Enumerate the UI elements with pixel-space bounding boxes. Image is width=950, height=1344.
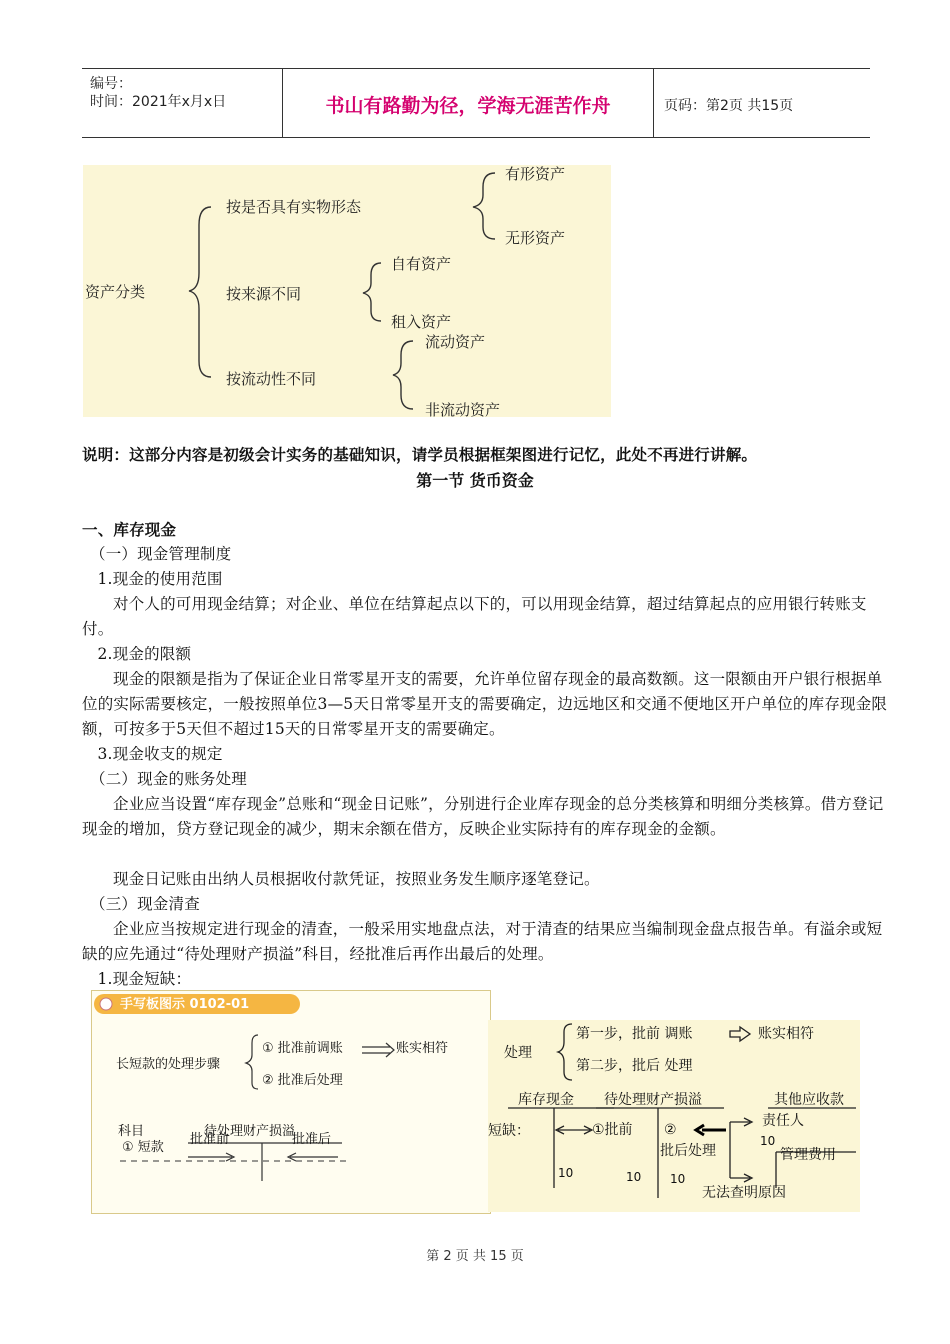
value-pending-right: 10 <box>670 1172 686 1186</box>
value-responsible: 10 <box>760 1134 776 1148</box>
process-step1-result: 账实相符 <box>758 1026 814 1042</box>
board-account-title: 待处理财产损溢 <box>204 1124 296 1139</box>
para-cash-journal: 现金日记账由出纳人员根据收付款凭证，按照业务发生顺序逐笔登记。 <box>113 870 600 888</box>
process-label: 处理 <box>504 1045 532 1061</box>
tree-leaf-2-1: 自有资产 <box>391 255 452 273</box>
heading-cash-management: （一）现金管理制度 <box>90 545 232 563</box>
board-step1: ① 批准前调账 <box>262 1041 343 1056</box>
value-cash: 10 <box>558 1166 574 1180</box>
header-motto-cell <box>283 69 654 137</box>
tree-branch-1: 按是否具有实物形态 <box>226 198 362 216</box>
board-account-label: 科目 <box>118 1124 145 1139</box>
process-after: 批后处理 <box>660 1143 716 1159</box>
tree-branch-2: 按来源不同 <box>226 285 302 303</box>
mgmt-label: 管理费用 <box>780 1147 836 1163</box>
motto: 书山有路勤为径，学海无涯苦作舟 <box>325 95 611 117</box>
board-step1-result: 账实相符 <box>396 1041 449 1056</box>
board-step2: ② 批准后处理 <box>262 1073 343 1088</box>
process-before: ①批前 <box>592 1122 633 1138</box>
para-cash-limit: 现金的限额是指为了保证企业日常零星开支的需要，允许单位留存现金的最高数额。这一限额由开户银行根据单位的实际需要核定，一般按照单位3—5天日常零星开支的需要确定，边远地区和交通不便地区开户单位的库存现金限额，可按多于5天但不超过15天的日常零星开支的需要确定。 <box>82 670 888 738</box>
heading-cash: 一、库存现金 <box>82 520 177 539</box>
tree-leaf-1-2: 无形资产 <box>505 229 566 247</box>
note-text: 说明：这部分内容是初级会计实务的基础知识，请学员根据框架图进行记忆，此处不再进行讲解。 <box>82 445 758 464</box>
board-after: 批准后 <box>292 1132 332 1147</box>
process-step1: 第一步，批前 调账 <box>576 1026 693 1042</box>
section-title: 第一节 货币资金 <box>416 471 534 490</box>
asset-classification-diagram <box>83 165 611 417</box>
time-label: 时间：2021年x月x日 <box>90 94 227 110</box>
heading-cash-scope: 1.现金的使用范围 <box>97 570 223 588</box>
board-steps-label: 长短款的处理步骤 <box>116 1057 221 1072</box>
heading-cash-accounting: （二）现金的账务处理 <box>90 770 248 788</box>
tree-root: 资产分类 <box>85 283 146 301</box>
board-lines <box>92 991 490 1213</box>
para-cash-scope: 对个人的可用现金结算；对企业、单位在结算起点以下的，可以用现金结算，超过结算起点的应用银行转账支付。 <box>82 595 867 638</box>
tree-leaf-3-1: 流动资产 <box>425 333 486 351</box>
heading-cash-limit: 2.现金的限额 <box>97 645 192 663</box>
col-pending: 待处理财产损溢 <box>604 1092 702 1108</box>
heading-cash-shortage: 1.现金短缺： <box>97 970 192 988</box>
board-row-label: ① 短款 <box>122 1140 164 1155</box>
tree-leaf-2-2: 租入资产 <box>391 313 452 331</box>
responsible-label: 责任人 <box>762 1113 804 1129</box>
header-page-cell <box>654 69 870 137</box>
page-label: 页码：第2页 共15页 <box>664 98 794 114</box>
heading-cash-rules: 3.现金收支的规定 <box>97 745 223 763</box>
page-header <box>82 68 870 138</box>
handwriting-board-diagram <box>91 990 491 1214</box>
header-meta-cell <box>82 69 283 137</box>
tree-branch-3: 按流动性不同 <box>226 370 317 388</box>
number-label: 编号： <box>90 76 132 92</box>
para-cash-accounting: 企业应当设置“库存现金”总账和“现金日记账”，分别进行企业库存现金的总分类核算和明细分类核算。借方登记现金的增加，贷方登记现金的减少，期末余额在借方，反映企业实际持有的库存现金的金额。 <box>82 795 884 838</box>
process-step2: 第二步，批后 处理 <box>576 1058 693 1074</box>
tree-leaf-3-2: 非流动资产 <box>425 401 501 419</box>
process-after-num: ② <box>664 1122 677 1138</box>
heading-cash-count: （三）现金清查 <box>90 895 200 913</box>
unknown-label: 无法查明原因 <box>702 1185 786 1201</box>
shortage-label: 短缺： <box>488 1123 530 1139</box>
board-banner: 手写板图示 0102-01 <box>120 997 250 1012</box>
col-cash: 库存现金 <box>518 1092 574 1108</box>
value-pending-left: 10 <box>626 1170 642 1184</box>
board-before: 批准前 <box>190 1132 230 1147</box>
tree-leaf-1-1: 有形资产 <box>505 165 566 183</box>
para-cash-count: 企业应当按规定进行现金的清查，一般采用实地盘点法，对于清查的结果应当编制现金盘点报告单。有溢余或短缺的应先通过“待处理财产损溢”科目，经批准后再作出最后的处理。 <box>82 920 883 963</box>
shortage-process-diagram <box>488 1020 860 1212</box>
col-other: 其他应收款 <box>774 1092 844 1108</box>
page-footer: 第 2 页 共 15 页 <box>426 1249 524 1264</box>
